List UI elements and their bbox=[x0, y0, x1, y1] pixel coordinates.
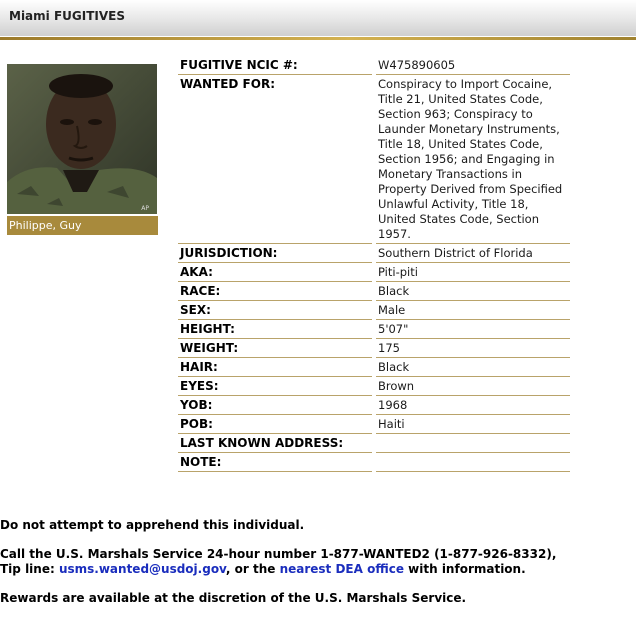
detail-row bbox=[178, 453, 570, 472]
detail-label: YOB: bbox=[178, 396, 372, 415]
detail-label: RACE: bbox=[178, 282, 372, 301]
tip-email-link[interactable]: usms.wanted@usdoj.gov bbox=[58, 562, 226, 576]
dea-office-link[interactable]: nearest DEA office bbox=[279, 562, 404, 576]
tip-middle: , or the bbox=[225, 562, 280, 576]
call-line: Call the U.S. Marshals Service 24-hour number 1-877-WANTED2 (1-877-926-8332), bbox=[0, 547, 557, 561]
fugitive-photo bbox=[7, 64, 157, 214]
detail-value: Haiti bbox=[376, 415, 570, 434]
detail-row bbox=[178, 244, 570, 263]
detail-value: Black bbox=[376, 282, 570, 301]
detail-value: W475890605 bbox=[376, 56, 570, 75]
detail-row bbox=[178, 396, 570, 415]
photo-credit: AP bbox=[141, 205, 149, 212]
detail-label: HEIGHT: bbox=[178, 320, 372, 339]
detail-row bbox=[178, 339, 570, 358]
detail-label: POB: bbox=[178, 415, 372, 434]
detail-value bbox=[376, 453, 570, 472]
detail-value: Black bbox=[376, 358, 570, 377]
detail-value: 1968 bbox=[376, 396, 570, 415]
detail-value bbox=[376, 434, 570, 453]
detail-value: Southern District of Florida bbox=[376, 244, 570, 263]
detail-value: 5'07" bbox=[376, 320, 570, 339]
warning-text: Do not attempt to apprehend this individual. bbox=[0, 518, 305, 532]
detail-label: SEX: bbox=[178, 301, 372, 320]
detail-row bbox=[178, 415, 570, 434]
detail-label: LAST KNOWN ADDRESS: bbox=[178, 434, 372, 453]
header-divider bbox=[0, 37, 636, 40]
detail-label: AKA: bbox=[178, 263, 372, 282]
detail-value: 175 bbox=[376, 339, 570, 358]
detail-row bbox=[178, 358, 570, 377]
detail-row bbox=[178, 434, 570, 453]
page-title: Miami FUGITIVES bbox=[9, 9, 125, 23]
fugitive-details-table bbox=[178, 56, 570, 472]
detail-label: NOTE: bbox=[178, 453, 372, 472]
detail-row bbox=[178, 377, 570, 396]
detail-row bbox=[178, 282, 570, 301]
detail-label: HAIR: bbox=[178, 358, 372, 377]
detail-row bbox=[178, 56, 570, 75]
detail-value: Male bbox=[376, 301, 570, 320]
tip-suffix: with information. bbox=[403, 562, 526, 576]
contact-text bbox=[0, 547, 636, 577]
detail-row bbox=[178, 75, 570, 244]
detail-label: WEIGHT: bbox=[178, 339, 372, 358]
detail-label: JURISDICTION: bbox=[178, 244, 372, 263]
detail-label: EYES: bbox=[178, 377, 372, 396]
page-header bbox=[0, 0, 636, 36]
detail-row bbox=[178, 320, 570, 339]
detail-value: Conspiracy to Import Cocaine, Title 21, United States Code, Section 963; Conspiracy to Launder Monetary Instruments, Title 18, United States Code, Section 1956; and Engaging in Monetary Transactions in Property Derived from Specified Unlawful Activity, Title 18, United States Code, Section 1957. bbox=[376, 75, 570, 244]
notice-section bbox=[0, 518, 636, 620]
detail-label: WANTED FOR: bbox=[178, 75, 372, 244]
detail-value: Piti-piti bbox=[376, 263, 570, 282]
tip-prefix: Tip line: bbox=[0, 562, 59, 576]
fugitive-name: Philippe, Guy bbox=[7, 216, 158, 235]
detail-row bbox=[178, 301, 570, 320]
detail-value: Brown bbox=[376, 377, 570, 396]
rewards-text: Rewards are available at the discretion of the U.S. Marshals Service. bbox=[0, 591, 467, 605]
detail-label: FUGITIVE NCIC #: bbox=[178, 56, 372, 75]
detail-row bbox=[178, 263, 570, 282]
